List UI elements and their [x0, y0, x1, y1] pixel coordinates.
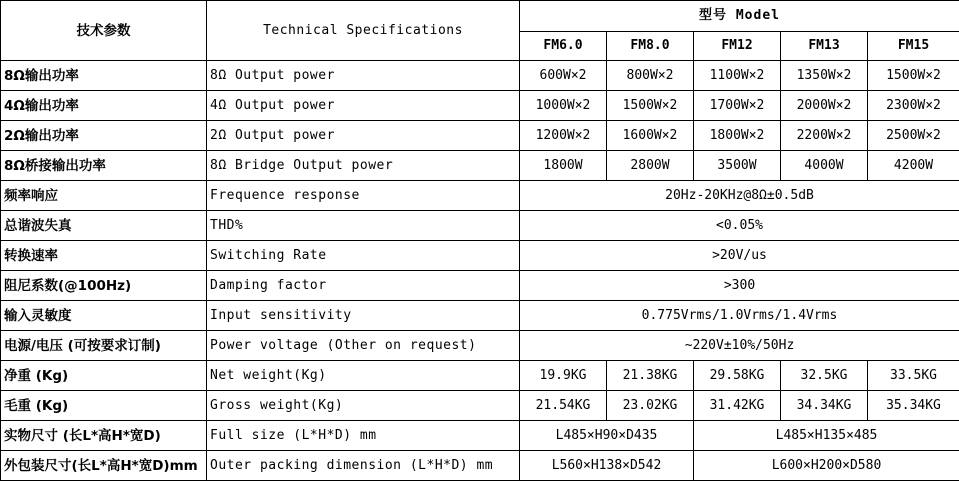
row-label-en: Damping factor [207, 271, 520, 301]
value-cell: 600W×2 [520, 61, 607, 91]
row-label-cn: 输入灵敏度 [1, 301, 207, 331]
merged-value-cell: >20V/us [520, 241, 959, 271]
split-value-cell: L560×H138×D542 [520, 451, 694, 481]
table-row [1, 151, 959, 181]
value-cell: 1350W×2 [781, 61, 868, 91]
value-cell: 21.38KG [607, 361, 694, 391]
row-label-cn: 阻尼系数(@100Hz) [1, 271, 207, 301]
model-name: FM8.0 [607, 32, 694, 61]
value-cell: 1200W×2 [520, 121, 607, 151]
row-label-cn: 电源/电压 (可按要求订制) [1, 331, 207, 361]
value-cell: 34.34KG [781, 391, 868, 421]
value-cell: 3500W [694, 151, 781, 181]
value-cell: 23.02KG [607, 391, 694, 421]
table-row [1, 331, 959, 361]
row-label-cn: 净重 (Kg) [1, 361, 207, 391]
value-cell: 1000W×2 [520, 91, 607, 121]
row-label-en: Frequence response [207, 181, 520, 211]
table-row [1, 391, 959, 421]
value-cell: 31.42KG [694, 391, 781, 421]
row-label-en: Input sensitivity [207, 301, 520, 331]
value-cell: 1500W×2 [868, 61, 959, 91]
table-row [1, 211, 959, 241]
split-value-cell: L485×H135×485 [694, 421, 959, 451]
value-cell: 1100W×2 [694, 61, 781, 91]
split-value-cell: L600×H200×D580 [694, 451, 959, 481]
row-label-en: 8Ω Bridge Output power [207, 151, 520, 181]
table-row [1, 451, 959, 481]
row-label-cn: 实物尺寸 (长L*高H*宽D) [1, 421, 207, 451]
row-label-en: THD% [207, 211, 520, 241]
model-name: FM13 [781, 32, 868, 61]
value-cell: 2800W [607, 151, 694, 181]
model-name: FM15 [868, 32, 959, 61]
row-label-en: Outer packing dimension (L*H*D) mm [207, 451, 520, 481]
table-row [1, 361, 959, 391]
row-label-en: Gross weight(Kg) [207, 391, 520, 421]
row-label-en: Net weight(Kg) [207, 361, 520, 391]
table-row [1, 181, 959, 211]
row-label-cn: 毛重 (Kg) [1, 391, 207, 421]
row-label-cn: 转换速率 [1, 241, 207, 271]
model-name: FM6.0 [520, 32, 607, 61]
table-row [1, 121, 959, 151]
value-cell: 35.34KG [868, 391, 959, 421]
header-row-1 [1, 1, 959, 32]
table-row [1, 271, 959, 301]
value-cell: 32.5KG [781, 361, 868, 391]
value-cell: 1800W×2 [694, 121, 781, 151]
value-cell: 29.58KG [694, 361, 781, 391]
row-label-cn: 4Ω输出功率 [1, 91, 207, 121]
row-label-en: 8Ω Output power [207, 61, 520, 91]
value-cell: 4000W [781, 151, 868, 181]
row-label-en: 4Ω Output power [207, 91, 520, 121]
value-cell: 2200W×2 [781, 121, 868, 151]
value-cell: 1500W×2 [607, 91, 694, 121]
value-cell: 1600W×2 [607, 121, 694, 151]
merged-value-cell: ~220V±10%/50Hz [520, 331, 959, 361]
value-cell: 800W×2 [607, 61, 694, 91]
table-row [1, 91, 959, 121]
value-cell: 1700W×2 [694, 91, 781, 121]
row-label-en: Full size (L*H*D) mm [207, 421, 520, 451]
row-label-en: 2Ω Output power [207, 121, 520, 151]
value-cell: 1800W [520, 151, 607, 181]
merged-value-cell: >300 [520, 271, 959, 301]
header-cn-cell: 技术参数 [1, 1, 207, 61]
row-label-cn: 8Ω桥接输出功率 [1, 151, 207, 181]
table-row [1, 241, 959, 271]
row-label-cn: 频率响应 [1, 181, 207, 211]
table-row [1, 61, 959, 91]
model-name: FM12 [694, 32, 781, 61]
row-label-cn: 8Ω输出功率 [1, 61, 207, 91]
row-label-en: Power voltage (Other on request) [207, 331, 520, 361]
row-label-cn: 外包装尺寸(长L*高H*宽D)mm [1, 451, 207, 481]
row-label-cn: 2Ω输出功率 [1, 121, 207, 151]
table-row [1, 301, 959, 331]
value-cell: 4200W [868, 151, 959, 181]
merged-value-cell: <0.05% [520, 211, 959, 241]
row-label-en: Switching Rate [207, 241, 520, 271]
value-cell: 2300W×2 [868, 91, 959, 121]
split-value-cell: L485×H90×D435 [520, 421, 694, 451]
merged-value-cell: 0.775Vrms/1.0Vrms/1.4Vrms [520, 301, 959, 331]
value-cell: 33.5KG [868, 361, 959, 391]
table-row [1, 421, 959, 451]
header-model-cell: 型号 Model [520, 1, 959, 32]
value-cell: 2000W×2 [781, 91, 868, 121]
merged-value-cell: 20Hz-20KHz@8Ω±0.5dB [520, 181, 959, 211]
value-cell: 21.54KG [520, 391, 607, 421]
value-cell: 19.9KG [520, 361, 607, 391]
header-en-cell: Technical Specifications [207, 1, 520, 61]
value-cell: 2500W×2 [868, 121, 959, 151]
row-label-cn: 总谐波失真 [1, 211, 207, 241]
